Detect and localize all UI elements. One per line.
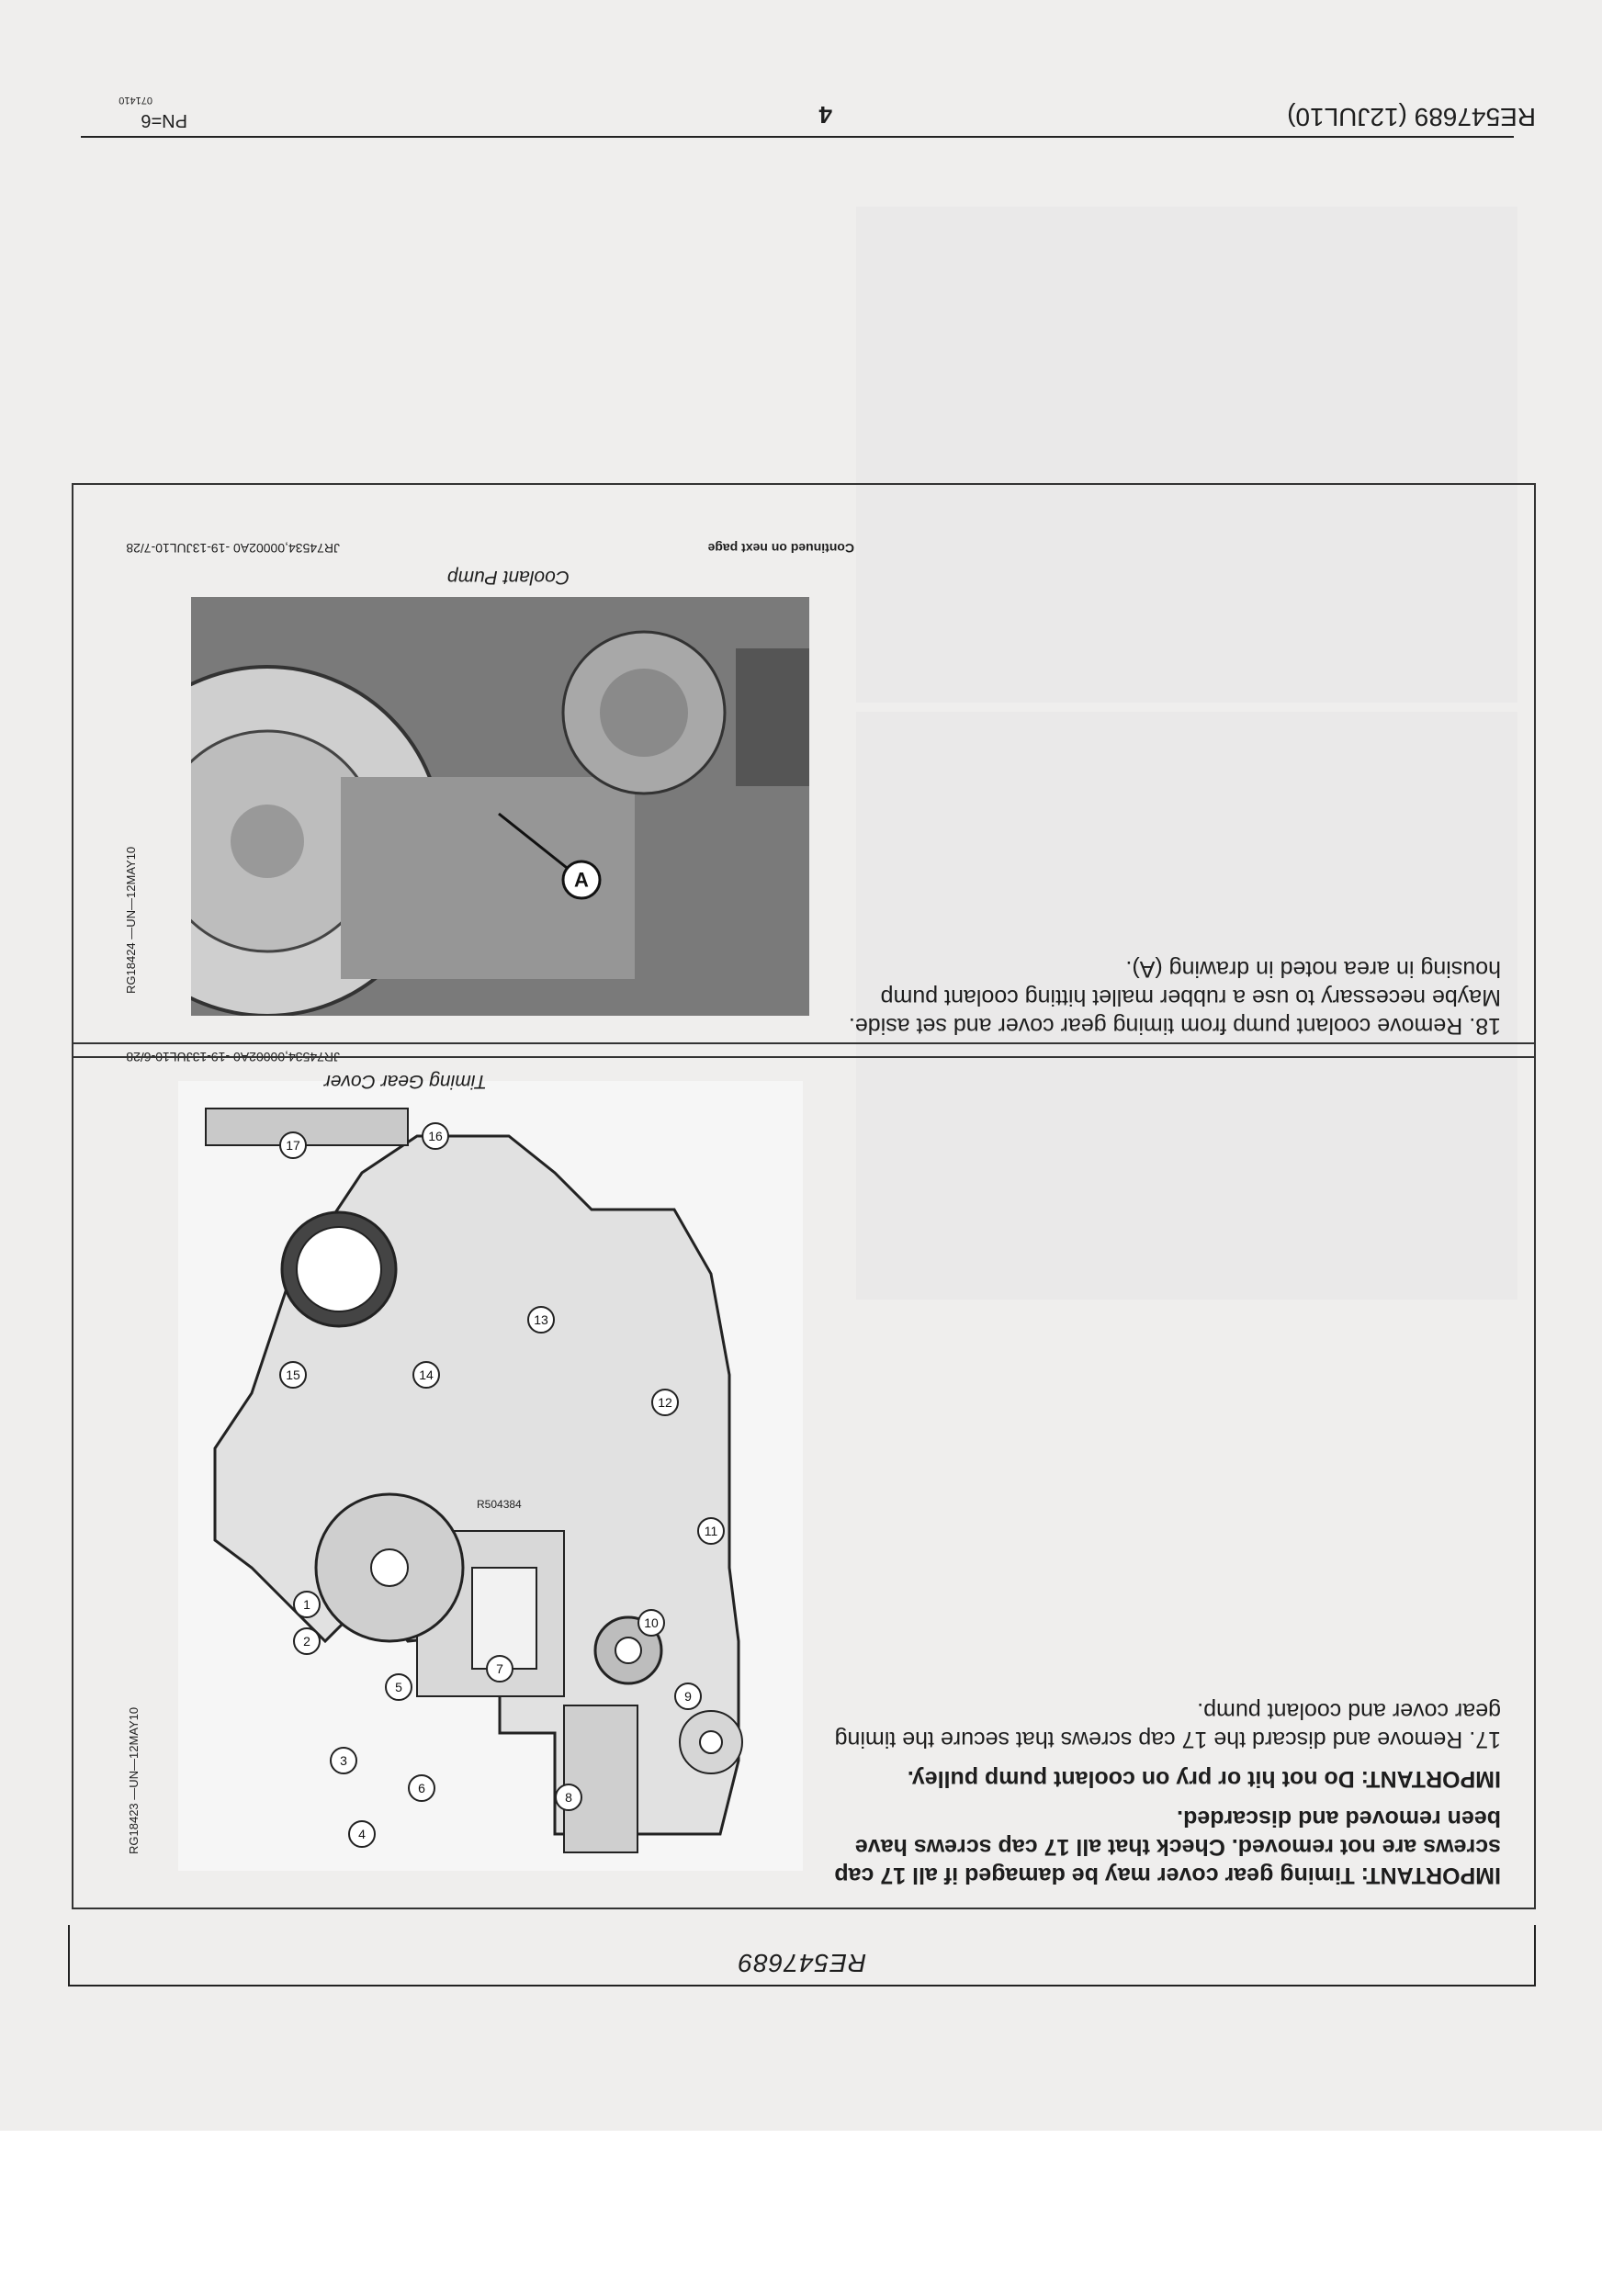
important-note-pulley: IMPORTANT: Do not hit or pry on coolant pump pulley. — [907, 1766, 1501, 1792]
caption-coolant-pump: Coolant Pump — [446, 567, 570, 588]
svg-text:8: 8 — [565, 1790, 572, 1805]
step-17: 17. Remove and discard the 17 cap screws that secure the timing gear cover and coolant pump. — [834, 1698, 1501, 1752]
callout-10 — [638, 1610, 664, 1636]
svg-text:16: 16 — [428, 1129, 443, 1143]
ref-code-7-28: JR74534,00002A0 -19-13JUL10-7/28 — [126, 541, 340, 556]
timing-gear-cover-illustration — [178, 1081, 803, 1871]
footer-code: 071410 — [118, 95, 152, 106]
callout-3 — [331, 1748, 356, 1773]
callout-7 — [487, 1656, 513, 1682]
caption-timing-gear-cover: Timing Gear Cover — [323, 1071, 487, 1092]
footer-doc-date: RE547689 (12JUL10) — [1287, 103, 1536, 131]
callout-16 — [423, 1123, 448, 1149]
svg-text:6: 6 — [418, 1781, 425, 1795]
callout-6 — [409, 1775, 434, 1801]
svg-text:3: 3 — [340, 1753, 347, 1768]
svg-text:15: 15 — [286, 1367, 300, 1382]
figure-id-rg18424: RG18424 —UN—12MAY10 — [124, 846, 138, 994]
svg-text:13: 13 — [534, 1312, 548, 1327]
figure-id-rg18423: RG18423 —UN—12MAY10 — [127, 1706, 141, 1854]
callout-a: A — [574, 868, 589, 892]
header-box — [68, 1925, 1536, 1986]
callout-12 — [652, 1390, 678, 1415]
coolant-pump-photo — [191, 597, 809, 1016]
callout-1 — [294, 1592, 320, 1617]
panel1-text — [830, 1685, 1501, 1889]
callout-5 — [386, 1674, 412, 1700]
callout-11 — [698, 1518, 724, 1544]
continued-note: Continued on next page — [707, 541, 854, 556]
footer-pn: PN=6 — [141, 110, 187, 130]
svg-text:11: 11 — [704, 1524, 718, 1538]
step-18: 18. Remove coolant pump from timing gear cover and set aside. Maybe necessary to use a rubber mallet hitting coolant pump housing in area noted in drawing (A). — [848, 956, 1501, 1039]
svg-text:4: 4 — [358, 1827, 366, 1841]
callout-14 — [413, 1362, 439, 1388]
callout-15 — [280, 1362, 306, 1388]
svg-text:12: 12 — [658, 1395, 672, 1410]
callout-17 — [280, 1132, 306, 1158]
svg-text:9: 9 — [684, 1689, 692, 1704]
callout-13 — [528, 1307, 554, 1333]
callout-8 — [556, 1784, 581, 1810]
timing-gear-cover-drawing — [178, 1081, 803, 1871]
svg-text:5: 5 — [395, 1680, 402, 1694]
svg-text:7: 7 — [496, 1661, 503, 1676]
footer-rule — [81, 136, 1514, 138]
svg-text:2: 2 — [303, 1634, 310, 1649]
header-doc-number: RE547689 — [737, 1949, 867, 1977]
casting-mark: R504384 — [477, 1498, 522, 1511]
svg-text:1: 1 — [303, 1597, 310, 1612]
callout-2 — [294, 1628, 320, 1654]
important-note-cap-screws: IMPORTANT: Timing gear cover may be damaged if all 17 cap screws are not removed. Check that all 17 cap screws have been removed and discarded. — [834, 1806, 1501, 1888]
svg-text:10: 10 — [644, 1615, 659, 1630]
panel2-text — [830, 943, 1501, 1040]
svg-text:17: 17 — [286, 1138, 300, 1153]
footer-page-number: 4 — [818, 101, 832, 129]
callout-4 — [349, 1821, 375, 1847]
svg-text:14: 14 — [419, 1367, 434, 1382]
callout-9 — [675, 1683, 701, 1709]
panel-timing-gear-cover — [72, 1042, 1536, 1909]
panel-coolant-pump — [72, 483, 1536, 1058]
coolant-pump-photo-illustration — [191, 597, 809, 1016]
ref-code-6-28: JR74534,00002A0 -19-13JUL10-6/28 — [126, 1050, 340, 1064]
